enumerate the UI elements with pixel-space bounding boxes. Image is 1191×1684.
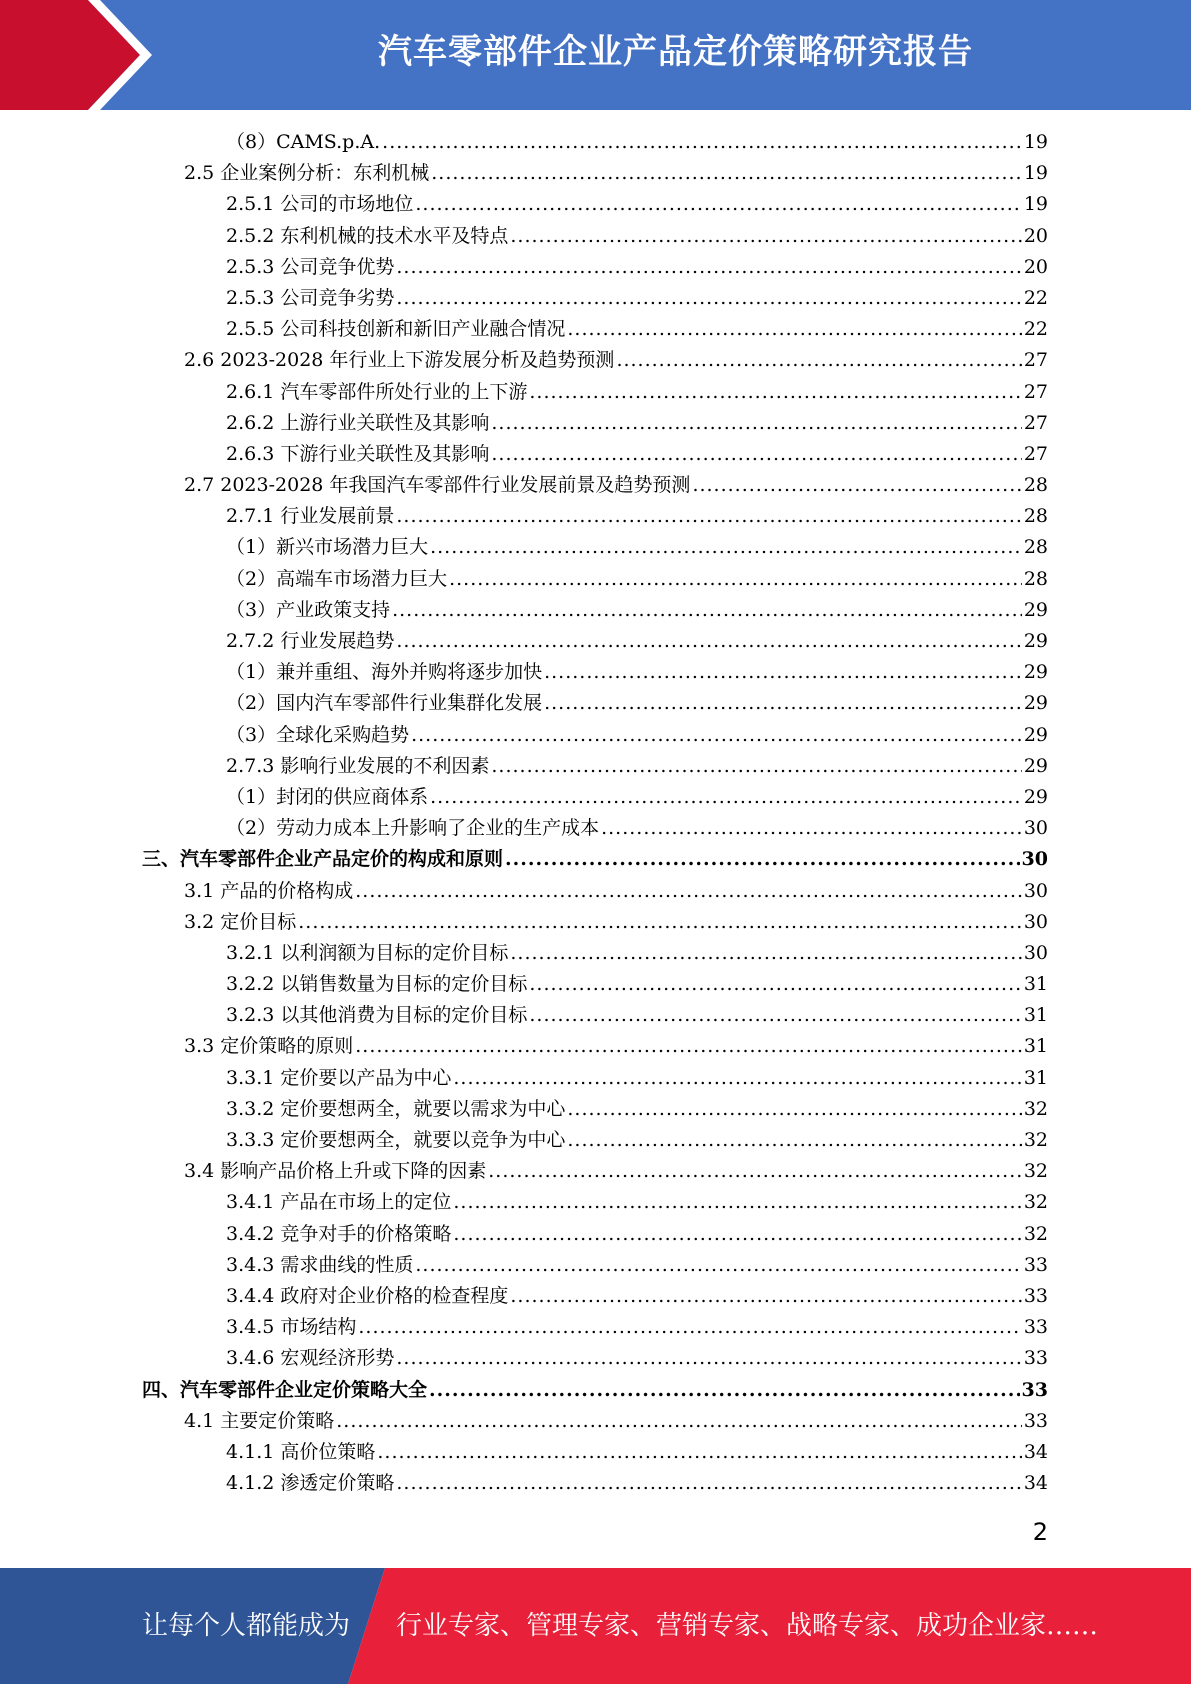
toc-entry-page: 30 [1021,848,1048,871]
toc-entry-label: 3.3.3 定价要想两全，就要以竞争为中心 [226,1129,566,1151]
toc-dot-leader [449,564,1022,595]
toc-entry[interactable] [0,1156,1191,1187]
toc-entry-label: 三、汽车零部件企业产品定价的构成和原则 [142,848,504,871]
toc-entry[interactable] [0,1312,1191,1343]
toc-entry-page: 20 [1023,255,1048,278]
toc-dot-leader [355,876,1022,907]
toc-entry-label: （1）兼并重组、海外并购将逐步加快 [226,661,543,684]
toc-dot-leader [453,1063,1021,1094]
toc-entry-page: 33 [1023,1253,1048,1276]
toc-entry-page: 30 [1023,817,1048,840]
toc-entry[interactable] [0,1094,1191,1125]
toc-entry-page: 27 [1023,380,1048,403]
toc-entry[interactable] [0,501,1191,532]
toc-entry-page: 27 [1023,442,1048,465]
toc-entry[interactable] [0,1000,1191,1031]
toc-entry-label: 3.2 定价目标 [184,910,297,933]
toc-entry-label: 3.3.2 定价要想两全，就要以需求为中心 [226,1097,566,1120]
toc-entry[interactable] [0,127,1191,158]
toc-entry-label: （2）高端车市场潜力巨大 [226,567,448,590]
toc-entry-page: 31 [1023,973,1048,996]
toc-entry-label: 2.5 企业案例分析：东利机械 [184,162,430,185]
toc-entry-label: 2.6 2023-2028 年行业上下游发展分析及趋势预测 [184,349,615,372]
toc-entry-page: 29 [1023,754,1048,777]
toc-dot-leader [298,907,1022,938]
toc-entry[interactable] [0,595,1191,626]
toc-entry-label: 3.4.6 宏观经济形势 [226,1347,395,1370]
toc-dot-leader [396,252,1021,283]
toc-dot-leader [431,158,1022,189]
toc-entry-label: 3.3 定价策略的原则 [184,1035,354,1058]
toc-entry-page: 32 [1023,1097,1048,1120]
toc-entry-page: 28 [1023,536,1048,559]
toc-entry-label: （2）国内汽车零部件行业集群化发展 [226,692,543,715]
toc-entry[interactable] [0,1437,1191,1468]
toc-dot-leader [601,813,1022,844]
toc-entry-label: 2.5.1 公司的市场地位 [226,193,414,216]
toc-dot-leader [453,1219,1021,1250]
footer-slogan-left: 让每个人都能成为 [142,1611,351,1641]
toc-entry[interactable] [0,1343,1191,1374]
toc-entry-page: 27 [1023,349,1048,372]
toc-entry-page: 33 [1023,1284,1048,1307]
toc-entry[interactable] [0,221,1191,252]
toc-entry[interactable] [0,626,1191,657]
toc-entry[interactable] [0,1219,1191,1250]
toc-entry-label: 2.5.2 东利机械的技术水平及特点 [226,224,509,247]
toc-entry-page: 33 [1023,1347,1048,1370]
toc-entry[interactable] [0,1468,1191,1499]
toc-entry-label: 2.5.3 公司竞争优势 [226,255,395,278]
toc-entry-label: 2.6.2 上游行业关联性及其影响 [226,411,490,434]
toc-entry-page: 22 [1023,318,1048,341]
toc-dot-leader [355,1031,1022,1062]
toc-entry-label: 3.4.2 竞争对手的价格策略 [226,1222,452,1245]
toc-entry[interactable] [0,189,1191,220]
toc-entry[interactable] [0,1063,1191,1094]
toc-entry-page: 31 [1023,1035,1048,1058]
toc-entry[interactable] [0,439,1191,470]
toc-entry-label: 3.3.1 定价要以产品为中心 [226,1066,452,1089]
toc-entry[interactable] [0,564,1191,595]
toc-entry[interactable] [0,751,1191,782]
toc-entry-page: 34 [1023,1472,1048,1495]
toc-entry-page: 28 [1023,567,1048,590]
toc-dot-leader [392,595,1022,626]
toc-entry-page: 31 [1023,1066,1048,1089]
toc-dot-leader [377,1437,1021,1468]
toc-entry[interactable] [0,1406,1191,1437]
toc-entry-page: 32 [1023,1191,1048,1214]
toc-entry[interactable] [0,938,1191,969]
toc-dot-leader [396,501,1021,532]
toc-entry-label: （2）劳动力成本上升影响了企业的生产成本 [226,817,600,840]
toc-dot-leader [382,127,1022,158]
toc-dot-leader [544,688,1022,719]
toc-entry-label: 3.4 影响产品价格上升或下降的因素 [184,1160,487,1183]
toc-entry[interactable] [0,252,1191,283]
toc-entry[interactable] [0,470,1191,501]
toc-entry-label: （1）新兴市场潜力巨大 [226,536,429,559]
toc-entry[interactable] [0,782,1191,813]
toc-dot-leader [430,782,1022,813]
toc-entry-label: 3.2.2 以销售数量为目标的定价目标 [226,973,528,996]
toc-dot-leader [544,657,1022,688]
toc-entry[interactable] [0,377,1191,408]
table-of-contents [0,127,1191,1499]
toc-entry-label: 四、汽车零部件企业定价策略大全 [142,1378,428,1401]
toc-entry-page: 34 [1023,1440,1048,1463]
toc-entry-page: 33 [1021,1378,1048,1401]
toc-entry-label: 3.4.1 产品在市场上的定位 [226,1191,452,1214]
toc-entry-label: （3）产业政策支持 [226,598,391,621]
toc-entry-label: （8）CAMS.p.A. [226,131,381,153]
toc-entry-label: 3.4.5 市场结构 [226,1316,357,1339]
toc-dot-leader [396,1343,1021,1374]
toc-dot-leader [411,720,1022,751]
toc-entry-page: 33 [1023,1409,1048,1432]
toc-dot-leader [529,1000,1021,1031]
toc-entry[interactable] [0,813,1191,844]
toc-entry-page: 30 [1023,879,1048,902]
toc-entry-label: 2.7 2023-2028 年我国汽车零部件行业发展前景及趋势预测 [184,474,691,497]
toc-entry-page: 29 [1023,723,1048,746]
toc-entry-page: 19 [1023,162,1048,185]
toc-dot-leader [510,221,1021,252]
toc-dot-leader [510,1281,1021,1312]
toc-entry[interactable] [0,688,1191,719]
toc-entry-page: 32 [1023,1129,1048,1151]
toc-entry-label: 4.1 主要定价策略 [184,1409,335,1432]
toc-dot-leader [529,377,1021,408]
toc-dot-leader [415,189,1021,220]
page-header [0,0,1191,110]
toc-entry-label: 3.2.3 以其他消费为目标的定价目标 [226,1004,528,1027]
toc-dot-leader [453,1187,1021,1218]
toc-entry-label: 2.7.3 影响行业发展的不利因素 [226,754,490,777]
toc-entry[interactable] [0,1125,1191,1156]
toc-dot-leader [430,532,1022,563]
toc-dot-leader [358,1312,1021,1343]
toc-entry-page: 33 [1023,1316,1048,1339]
toc-entry-page: 22 [1023,286,1048,309]
toc-entry[interactable] [0,969,1191,1000]
toc-entry-label: （3）全球化采购趋势 [226,723,410,746]
toc-dot-leader [488,1156,1022,1187]
toc-entry-page: 28 [1023,505,1048,528]
toc-entry-page: 29 [1023,785,1048,808]
toc-entry-label: 3.1 产品的价格构成 [184,879,354,902]
toc-dot-leader [396,283,1021,314]
toc-entry-page: 29 [1023,661,1048,684]
toc-entry[interactable] [0,1281,1191,1312]
toc-entry-page: 31 [1023,1004,1048,1027]
toc-entry-label: 2.7.2 行业发展趋势 [226,630,395,652]
toc-entry-label: 4.1.1 高价位策略 [226,1440,376,1463]
toc-entry[interactable] [0,408,1191,439]
toc-entry-page: 30 [1023,910,1048,933]
footer-slogan-right: 行业专家、管理专家、营销专家、战略专家、成功企业家…… [396,1611,1099,1641]
toc-entry[interactable] [0,158,1191,189]
red-arrow-decoration-icon [0,0,160,110]
report-title: 汽车零部件企业产品定价策略研究报告 [378,32,973,72]
toc-dot-leader [491,408,1021,439]
toc-dot-leader [396,626,1021,657]
toc-entry-page: 29 [1023,692,1048,715]
toc-dot-leader [429,1375,1020,1406]
toc-dot-leader [529,969,1021,1000]
toc-dot-leader [491,751,1021,782]
toc-entry-label: 2.6.3 下游行业关联性及其影响 [226,442,490,465]
toc-dot-leader [616,345,1021,376]
toc-entry[interactable] [0,876,1191,907]
toc-entry-page: 27 [1023,411,1048,434]
toc-entry-page: 32 [1023,1160,1048,1183]
toc-entry-page: 29 [1023,598,1048,621]
toc-entry[interactable] [0,283,1191,314]
toc-entry[interactable] [0,345,1191,376]
toc-dot-leader [567,1094,1021,1125]
toc-dot-leader [336,1406,1022,1437]
toc-entry-page: 29 [1023,630,1048,652]
page-footer [0,1568,1191,1684]
page-number: 2 [1032,1518,1048,1546]
toc-entry[interactable] [0,907,1191,938]
toc-entry-label: 3.4.4 政府对企业价格的检查程度 [226,1284,509,1307]
toc-entry[interactable] [0,1031,1191,1062]
toc-dot-leader [567,1125,1021,1156]
toc-dot-leader [505,844,1020,875]
toc-entry-label: 2.5.5 公司科技创新和新旧产业融合情况 [226,318,566,341]
toc-dot-leader [396,1468,1021,1499]
toc-entry-page: 20 [1023,224,1048,247]
toc-entry[interactable] [0,657,1191,688]
toc-entry[interactable] [0,314,1191,345]
toc-entry-label: 3.2.1 以利润额为目标的定价目标 [226,941,509,964]
toc-dot-leader [567,314,1021,345]
toc-dot-leader [692,470,1021,501]
toc-entry[interactable] [0,532,1191,563]
toc-entry-page: 19 [1023,193,1048,216]
toc-dot-leader [510,938,1021,969]
toc-entry-label: 4.1.2 渗透定价策略 [226,1472,395,1495]
toc-entry-label: 3.4.3 需求曲线的性质 [226,1253,414,1276]
toc-entry-label: 2.5.3 公司竞争劣势 [226,286,395,309]
toc-entry-page: 19 [1023,131,1048,153]
toc-entry-page: 32 [1023,1222,1048,1245]
toc-entry[interactable] [0,720,1191,751]
toc-entry[interactable] [0,1250,1191,1281]
toc-entry-page: 28 [1023,474,1048,497]
toc-entry[interactable] [0,1187,1191,1218]
toc-entry-label: 2.6.1 汽车零部件所处行业的上下游 [226,380,528,403]
toc-entry-label: （1）封闭的供应商体系 [226,785,429,808]
toc-dot-leader [415,1250,1021,1281]
toc-entry[interactable] [0,844,1191,875]
toc-entry-label: 2.7.1 行业发展前景 [226,505,395,528]
toc-entry-page: 30 [1023,941,1048,964]
toc-dot-leader [491,439,1021,470]
toc-entry[interactable] [0,1375,1191,1406]
